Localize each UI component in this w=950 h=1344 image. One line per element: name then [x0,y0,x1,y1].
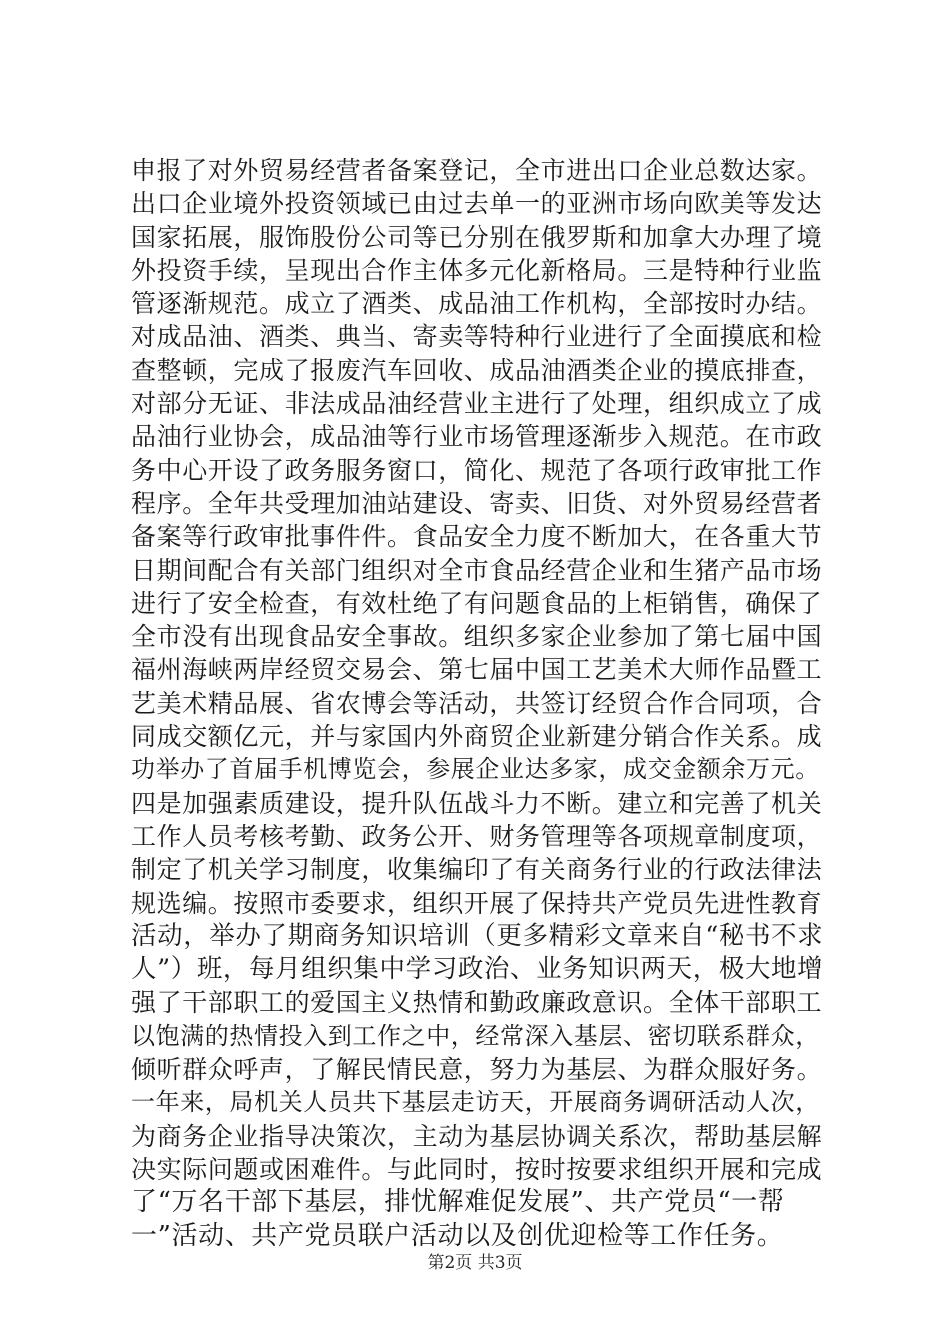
text-line: 工作人员考核考勤、政务公开、财务管理等各项规章制度项， [131,821,823,851]
text-line: 全市没有出现食品安全事故。组织多家企业参加了第七届中国 [131,622,823,652]
text-line: 程序。全年共受理加油站建设、寄卖、旧货、对外贸易经营者 [131,488,823,518]
page-footer [0,1248,950,1273]
text-line: 备案等行政审批事件件。食品安全力度不断加大，在各重大节 [131,522,823,552]
text-line: 对部分无证、非法成品油经营业主进行了处理，组织成立了成 [131,389,823,419]
text-line: 规选编。按照市委要求，组织开展了保持共产党员先进性教育 [131,888,823,918]
text-line: 为商务企业指导决策次，主动为基层协调关系次，帮助基层解 [131,1121,823,1151]
text-line: 活动，举办了期商务知识培训（更多精彩文章来自“秘书不求 [131,920,824,951]
text-line: 一年来，局机关人员共下基层走访天，开展商务调研活动人次， [131,1088,820,1117]
text-line: 同成交额亿元，并与家国内外商贸企业新建分销合作关系。成 [131,722,823,752]
text-line: 管逐渐规范。成立了酒类、成品油工作机构，全部按时办结。 [131,289,823,319]
text-line: 一”活动、共产党员联户活动以及创优迎检等工作任务。 [131,1220,784,1251]
text-line: 四是加强素质建设，提升队伍战斗力不断。建立和完善了机关 [131,788,823,818]
text-line: 申报了对外贸易经营者备案登记，全市进出口企业总数达家。 [131,156,823,185]
text-line: 日期间配合有关部门组织对全市食品经营企业和生猪产品市场 [131,555,823,585]
body-text [131,154,823,1253]
text-line: 了“万名干部下基层，排忧解难促发展”、共产党员“一帮 [131,1187,785,1218]
page-number: 第2页 共3页 [427,1253,523,1273]
text-line: 出口企业境外投资领域已由过去单一的亚洲市场向欧美等发达 [131,189,823,219]
text-line: 进行了安全检查，有效杜绝了有问题食品的上柜销售，确保了 [131,588,823,618]
text-line: 人”）班，每月组织集中学习政治、业务知识两天，极大地增 [131,954,824,985]
text-line: 以饱满的热情投入到工作之中，经常深入基层、密切联系群众， [131,1021,820,1050]
text-line: 艺美术精品展、省农博会等活动，共签订经贸合作合同项，合 [131,688,823,718]
text-line: 强了干部职工的爱国主义热情和勤政廉政意识。全体干部职工 [131,988,823,1018]
text-line: 功举办了首届手机博览会，参展企业达多家，成交金额余万元。 [131,755,820,784]
text-line: 品油行业协会，成品油等行业市场管理逐渐步入规范。在市政 [131,422,823,452]
text-line: 制定了机关学习制度，收集编印了有关商务行业的行政法律法 [131,855,823,885]
text-line: 倾听群众呼声，了解民情民意，努力为基层、为群众服好务。 [131,1055,823,1085]
text-line: 查整顿，完成了报废汽车回收、成品油酒类企业的摸底排查， [131,355,823,385]
text-line: 对成品油、酒类、典当、寄卖等特种行业进行了全面摸底和检 [131,322,823,352]
text-line: 福州海峡两岸经贸交易会、第七届中国工艺美术大师作品暨工 [131,655,823,685]
text-line: 外投资手续，呈现出合作主体多元化新格局。三是特种行业监 [131,255,823,285]
text-line: 决实际问题或困难件。与此同时，按时按要求组织开展和完成 [131,1154,823,1184]
text-line: 务中心开设了政务服务窗口，简化、规范了各项行政审批工作 [131,455,823,485]
text-line: 国家拓展，服饰股份公司等已分别在俄罗斯和加拿大办理了境 [131,222,823,252]
